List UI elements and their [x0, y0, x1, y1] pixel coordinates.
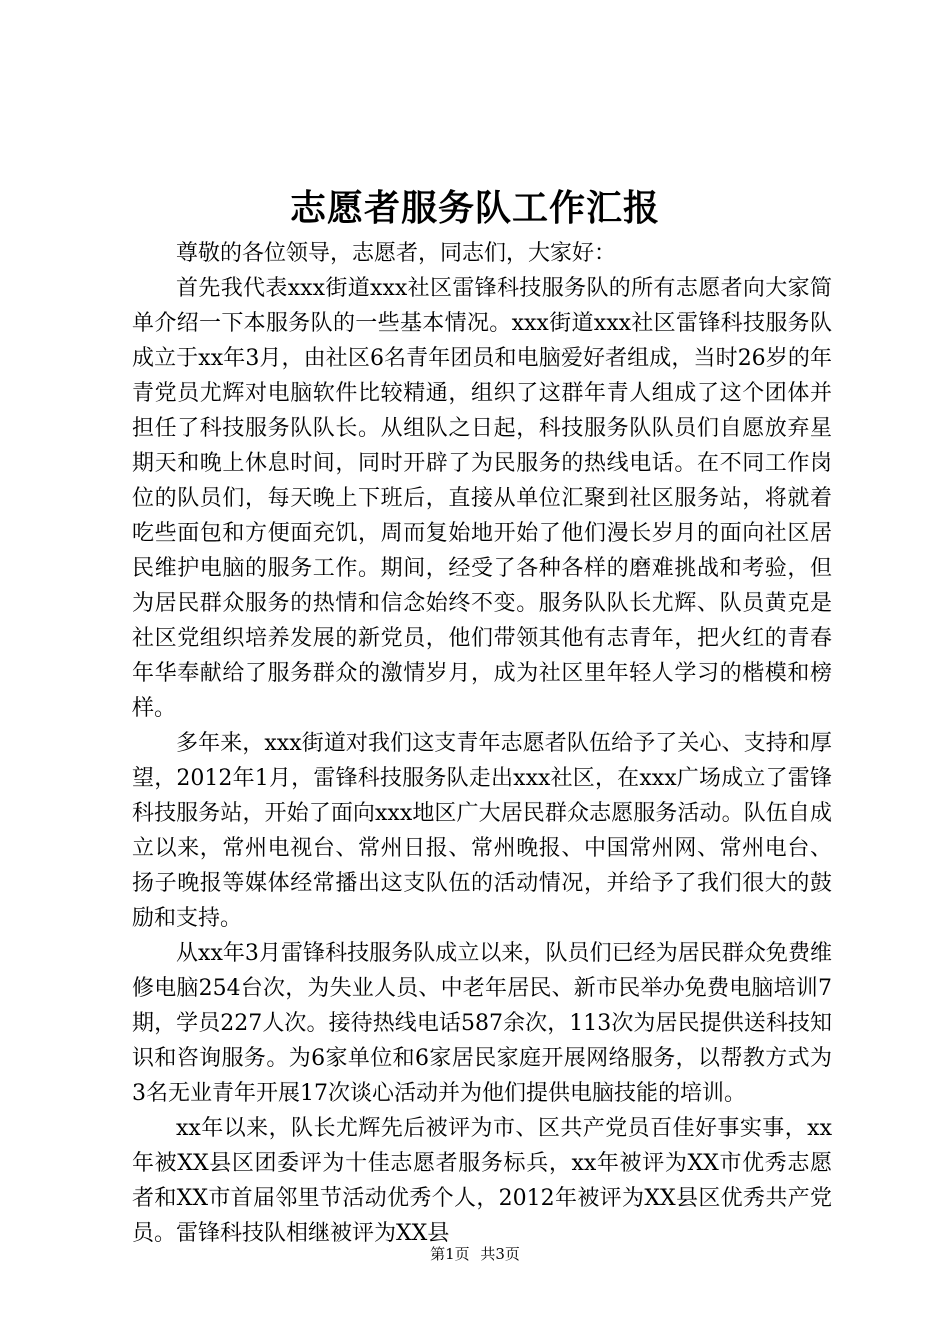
page-number: 第1页 — [430, 1245, 470, 1263]
body-paragraph: 首先我代表xxx街道xxx社区雷锋科技服务队的所有志愿者向大家简单介绍一下本服务队的一些基本情况。xxx街道xxx社区雷锋科技服务队成立于xx年3月，由社区6名青年团员和电脑爱好者组成，当时26岁的年青党员尤辉对电脑软件比较精通，组织了这群年青人组成了这个团体并担任了科技服务队队长。从组队之日起，科技服务队队员们自愿放弃星期天和晚上休息时间，同时开辟了为民服务的热线电话。在不同工作岗位的队员们，每天晚上下班后，直接从单位汇聚到社区服务站，将就着吃些面包和方便面充饥，周而复始地开始了他们漫长岁月的面向社区居民维护电脑的服务工作。期间，经受了各种各样的磨难挑战和考验，但为居民群众服务的热情和信念始终不变。服务队队长尤辉、队员黄克是社区党组织培养发展的新党员，他们带领其他有志青年，把火红的青春年华奉献给了服务群众的激情岁月，成为社区里年轻人学习的楷模和榜样。 — [132, 276, 832, 721]
page-title: 志愿者服务队工作汇报 — [289, 187, 660, 229]
page-footer — [0, 1244, 950, 1264]
body-paragraph: 多年来，xxx街道对我们这支青年志愿者队伍给予了关心、支持和厚望，2012年1月，雷锋科技服务队走出xxx社区，在xxx广场成立了雷锋科技服务站，开始了面向xxx地区广大居民群众志愿服务活动。队伍自成立以来，常州电视台、常州日报、常州晚报、中国常州网、常州电台、扬子晚报等媒体经常播出这支队伍的活动情况，并给予了我们很大的鼓励和支持。 — [132, 731, 832, 931]
body-paragraph: xx年以来，队长尤辉先后被评为市、区共产党员百佳好事实事，xx年被XX县区团委评为十佳志愿者服务标兵，xx年被评为XX市优秀志愿者和XX市首届邻里节活动优秀个人，2012年被评为XX县区优秀共产党员。雷锋科技队相继被评为XX县 — [132, 1116, 832, 1246]
greeting-paragraph: 尊敬的各位领导，志愿者，同志们，大家好： — [176, 241, 617, 266]
document-body — [132, 236, 832, 1251]
page-count: 共3页 — [480, 1245, 520, 1263]
body-paragraph: 从xx年3月雷锋科技服务队成立以来，队员们已经为居民群众免费维修电脑254台次，为失业人员、中老年居民、新市民举办免费电脑培训7期，学员227人次。接待热线电话587余次，113次为居民提供送科技知识和咨询服务。为6家单位和6家居民家庭开展网络服务，以帮教方式为3名无业青年开展17次谈心活动并为他们提供电脑技能的培训。 — [132, 941, 832, 1106]
